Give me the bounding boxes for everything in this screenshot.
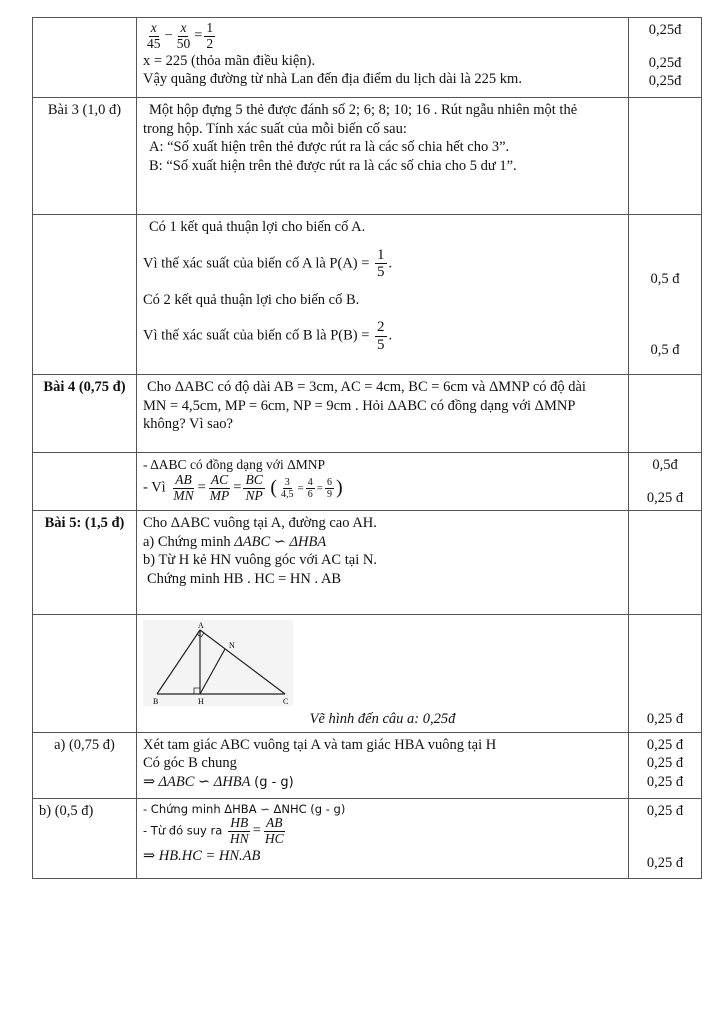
score: 0,5 đ xyxy=(650,271,680,287)
score: 0,25 đ xyxy=(646,773,684,790)
text-line: Có góc B chung xyxy=(143,755,237,772)
table-row xyxy=(33,98,702,215)
score: 0,25 đ xyxy=(646,736,684,753)
label-cell xyxy=(33,615,137,733)
table-row xyxy=(33,798,702,878)
fraction: $\frac{2}{5}$ xyxy=(377,319,385,353)
score: 0,25đ xyxy=(648,54,682,71)
text-line: - Từ đó suy ra $\frac{HB}{HN}$ = $\frac{AB}{HC}$ xyxy=(143,815,284,847)
content-cell xyxy=(137,18,629,98)
score: 0,25 đ xyxy=(646,855,684,872)
content-cell xyxy=(137,98,629,215)
label-cell xyxy=(33,215,137,375)
text-line: trong hộp. Tính xác suất của mỗi biến cố sau: xyxy=(143,120,407,137)
ratio-line: - Vì $\frac{AB}{MN}$ = $\frac{AC}{MP}$ = $\frac{BC}{NP}$ ( $\frac{3}{4,5}$ = $\frac{4}{6}$ = $\frac{6}{9}$ ) xyxy=(143,472,343,504)
score: 0,25 đ xyxy=(646,802,684,819)
text-line: MN = 4,5cm, MP = 6cm, NP = 9cm . Hỏi ΔABC có đồng dạng với ΔMNP xyxy=(143,397,576,414)
vertex-a-label: A xyxy=(198,621,204,631)
text-line: Có 1 kết quả thuận lợi cho biến cố A. xyxy=(149,219,366,235)
text-line: Cho ΔABC có độ dài AB = 3cm, AC = 4cm, BC = 6cm và ΔMNP có độ dài xyxy=(147,379,586,395)
text-line: không? Vì sao? xyxy=(143,416,233,433)
figure-caption: Vẽ hình đến câu a: 0,25đ xyxy=(309,711,456,728)
text-line: x = 225 (thỏa mãn điều kiện). xyxy=(143,52,316,69)
table-row xyxy=(33,215,702,375)
label-cell: a) (0,75 đ) xyxy=(33,732,137,798)
label-cell: Bài 5: (1,5 đ) xyxy=(33,511,137,615)
label-cell xyxy=(33,453,137,511)
text-line: B: “Số xuất hiện trên thẻ được rút ra là các số chia cho 5 dư 1”. xyxy=(149,157,517,174)
content-cell xyxy=(137,615,629,733)
score: 0,25 đ xyxy=(646,755,684,772)
text-line: Vì thế xác suất của biến cố B là P(B) = $\frac{2}{5}$ . xyxy=(143,319,393,353)
fraction: $\frac{3}{4,5}$ xyxy=(281,477,294,501)
content-cell xyxy=(137,453,629,511)
fraction: $\frac{AB}{HC}$ xyxy=(264,815,284,847)
table-row xyxy=(33,453,702,511)
vertex-b-label: B xyxy=(153,697,159,707)
score: 0,25đ xyxy=(648,73,682,90)
text-line: b) Từ H kẻ HN vuông góc với AC tại N. xyxy=(143,552,377,569)
score: 0,25 đ xyxy=(646,711,684,728)
score-cell xyxy=(629,511,702,615)
score: 0,5đ xyxy=(652,457,678,473)
score-cell xyxy=(629,453,702,511)
table-row xyxy=(33,732,702,798)
score: 0,25đ xyxy=(648,22,682,38)
fraction: $\frac{6}{9}$ xyxy=(326,477,332,501)
content-cell xyxy=(137,215,629,375)
table-row xyxy=(33,615,702,733)
fraction: $\frac{1}{5}$ xyxy=(377,246,385,281)
text-line: Vậy quãng đường từ nhà Lan đến địa điểm du lịch dài là 225 km. xyxy=(143,71,522,88)
label-cell xyxy=(33,18,137,98)
text-line: ⇒ HB.HC = HN.AB xyxy=(143,848,261,865)
content-cell xyxy=(137,511,629,615)
score-cell xyxy=(629,798,702,878)
vertex-c-label: C xyxy=(283,697,289,707)
fraction: $\frac{BC}{NP}$ xyxy=(245,472,263,504)
text-line: Chứng minh HB . HC = HN . AB xyxy=(147,570,342,587)
fraction: $\frac{AB}{MN}$ xyxy=(173,472,194,504)
fraction: $\frac{4}{6}$ xyxy=(307,477,313,501)
label-cell: Bài 4 (0,75 đ) xyxy=(33,375,137,453)
score: 0,25 đ xyxy=(646,489,684,506)
score-cell xyxy=(629,375,702,453)
fraction: $\frac{x}{45}$ xyxy=(147,20,161,51)
table-row xyxy=(33,18,702,98)
score-cell xyxy=(629,215,702,375)
score-cell xyxy=(629,732,702,798)
content-cell xyxy=(137,732,629,798)
content-cell xyxy=(137,375,629,453)
text-line: - ΔABC có đồng dạng với ΔMNP xyxy=(143,457,326,472)
label-cell: Bài 3 (1,0 đ) xyxy=(33,98,137,215)
table-row xyxy=(33,511,702,615)
text-line: Một hộp đựng 5 thẻ được đánh số 2; 6; 8; 10; 16 . Rút ngẫu nhiên một thẻ xyxy=(149,102,578,118)
fraction: $\frac{HB}{HN}$ xyxy=(229,815,249,847)
text-line: ⇒ ΔABC ∽ ΔHBA (g - g) xyxy=(143,773,294,790)
fraction: $\frac{AC}{MP}$ xyxy=(209,472,230,504)
figure-background xyxy=(143,620,293,706)
text-line: A: “Số xuất hiện trên thẻ được rút ra là các số chia hết cho 3”. xyxy=(149,139,510,156)
table-row xyxy=(33,375,702,453)
text-line: Xét tam giác ABC vuông tại A và tam giác HBA vuông tại H xyxy=(143,736,497,753)
point-h-label: H xyxy=(198,697,204,707)
score-cell xyxy=(629,98,702,215)
fraction: $\frac{1}{2}$ xyxy=(206,20,214,51)
text-line: Vì thế xác suất của biến cố A là P(A) = $\frac{1}{5}$ . xyxy=(143,246,393,281)
text-line: Có 2 kết quả thuận lợi cho biến cố B. xyxy=(143,291,360,308)
fraction: $\frac{x}{50}$ xyxy=(176,20,191,51)
content-cell xyxy=(137,798,629,878)
label-cell: b) (0,5 đ) xyxy=(33,798,137,878)
equation-line: $\frac{x}{45}$ − $\frac{x}{50}$ = $\frac{1}{2}$ xyxy=(147,20,214,51)
score: 0,5 đ xyxy=(650,341,680,358)
grading-table xyxy=(32,17,702,879)
triangle-figure xyxy=(143,620,293,706)
score-cell xyxy=(629,615,702,733)
score-cell xyxy=(629,18,702,98)
point-n-label: N xyxy=(229,641,235,651)
text-line: - Chứng minh ΔHBA ∽ ΔNHC (g - g) xyxy=(143,801,346,816)
text-line: Cho ΔABC vuông tại A, đường cao AH. xyxy=(143,515,377,532)
text-line: a) Chứng minh ΔABC ∽ ΔHBA xyxy=(143,533,327,550)
